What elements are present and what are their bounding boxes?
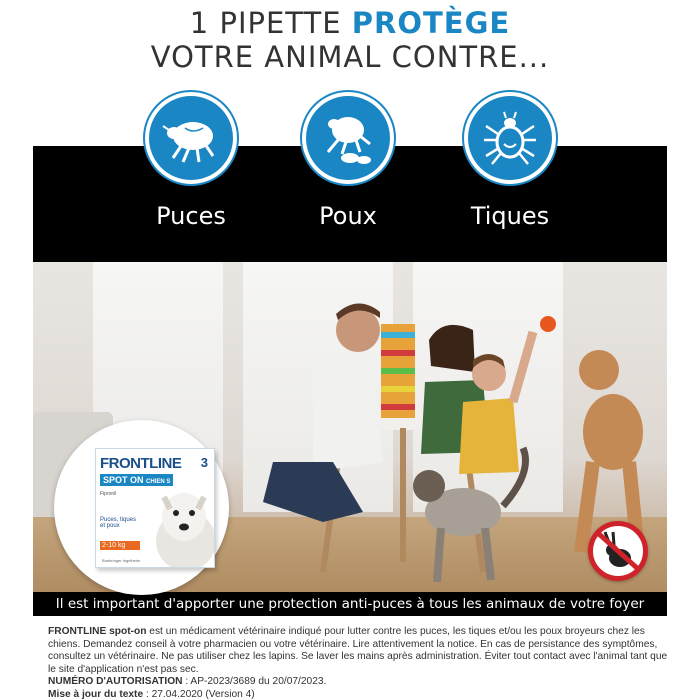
product-brand: FRONTLINE bbox=[100, 455, 182, 472]
update-label: Mise à jour du texte bbox=[48, 688, 144, 700]
legal-text: est un médicament vétérinaire indiqué pour lutter contre les puces, les tiques et/ou les poux broyeurs chez les chiens. Demandez conseil à votre pharmacien ou votre vétérinaire. Lire attentivement la notice. En cas de persistance des symptômes, consultez un vétérinaire. Ne pas utiliser chez les lapins. Se laver les mains après administration. Éviter tout contact avec l'animal tant que le site d'application n'est pas sec. bbox=[48, 626, 668, 675]
headline-line-1 bbox=[0, 6, 700, 40]
headline-accent: PROTÈGE bbox=[351, 6, 511, 40]
headline-prefix: 1 PIPETTE bbox=[189, 6, 342, 40]
pest-item-poux bbox=[293, 92, 403, 230]
dog-icon bbox=[148, 483, 215, 568]
photo-caption: Il est important d'apporter une protection anti-puces à tous les animaux de votre foyer bbox=[33, 592, 667, 616]
pest-label: Tiques bbox=[470, 202, 550, 230]
spot-label: SPOT ON bbox=[103, 475, 144, 485]
pest-item-puces bbox=[136, 92, 246, 230]
pest-item-tiques bbox=[455, 92, 565, 230]
authorization-value: : AP-2023/3689 du 20/07/2023. bbox=[182, 676, 327, 688]
pest-label: Poux bbox=[319, 202, 377, 230]
headline-line-2: VOTRE ANIMAL CONTRE... bbox=[150, 40, 550, 74]
update-value: : 27.04.2020 (Version 4) bbox=[143, 688, 255, 700]
pest-label: Puces bbox=[156, 202, 226, 230]
legal-product-name: FRONTLINE spot-on bbox=[48, 626, 147, 637]
flea-icon bbox=[145, 92, 237, 184]
product-subtitle: Fipronil bbox=[100, 491, 117, 497]
pipette-count: 3 bbox=[200, 455, 208, 470]
weight-range: 2-10 kg bbox=[100, 541, 140, 550]
manufacturer: Boehringer Ingelheim bbox=[102, 558, 141, 563]
no-rabbit-icon bbox=[588, 521, 648, 581]
tick-icon bbox=[464, 92, 556, 184]
louse-icon bbox=[302, 92, 394, 184]
product-claims: Puces, tiques et poux bbox=[100, 517, 137, 529]
product-box bbox=[95, 448, 215, 568]
legal-notice bbox=[48, 626, 668, 700]
authorization-label: NUMÉRO D'AUTORISATION bbox=[48, 676, 183, 688]
species-label: CHIEN S bbox=[146, 479, 171, 485]
